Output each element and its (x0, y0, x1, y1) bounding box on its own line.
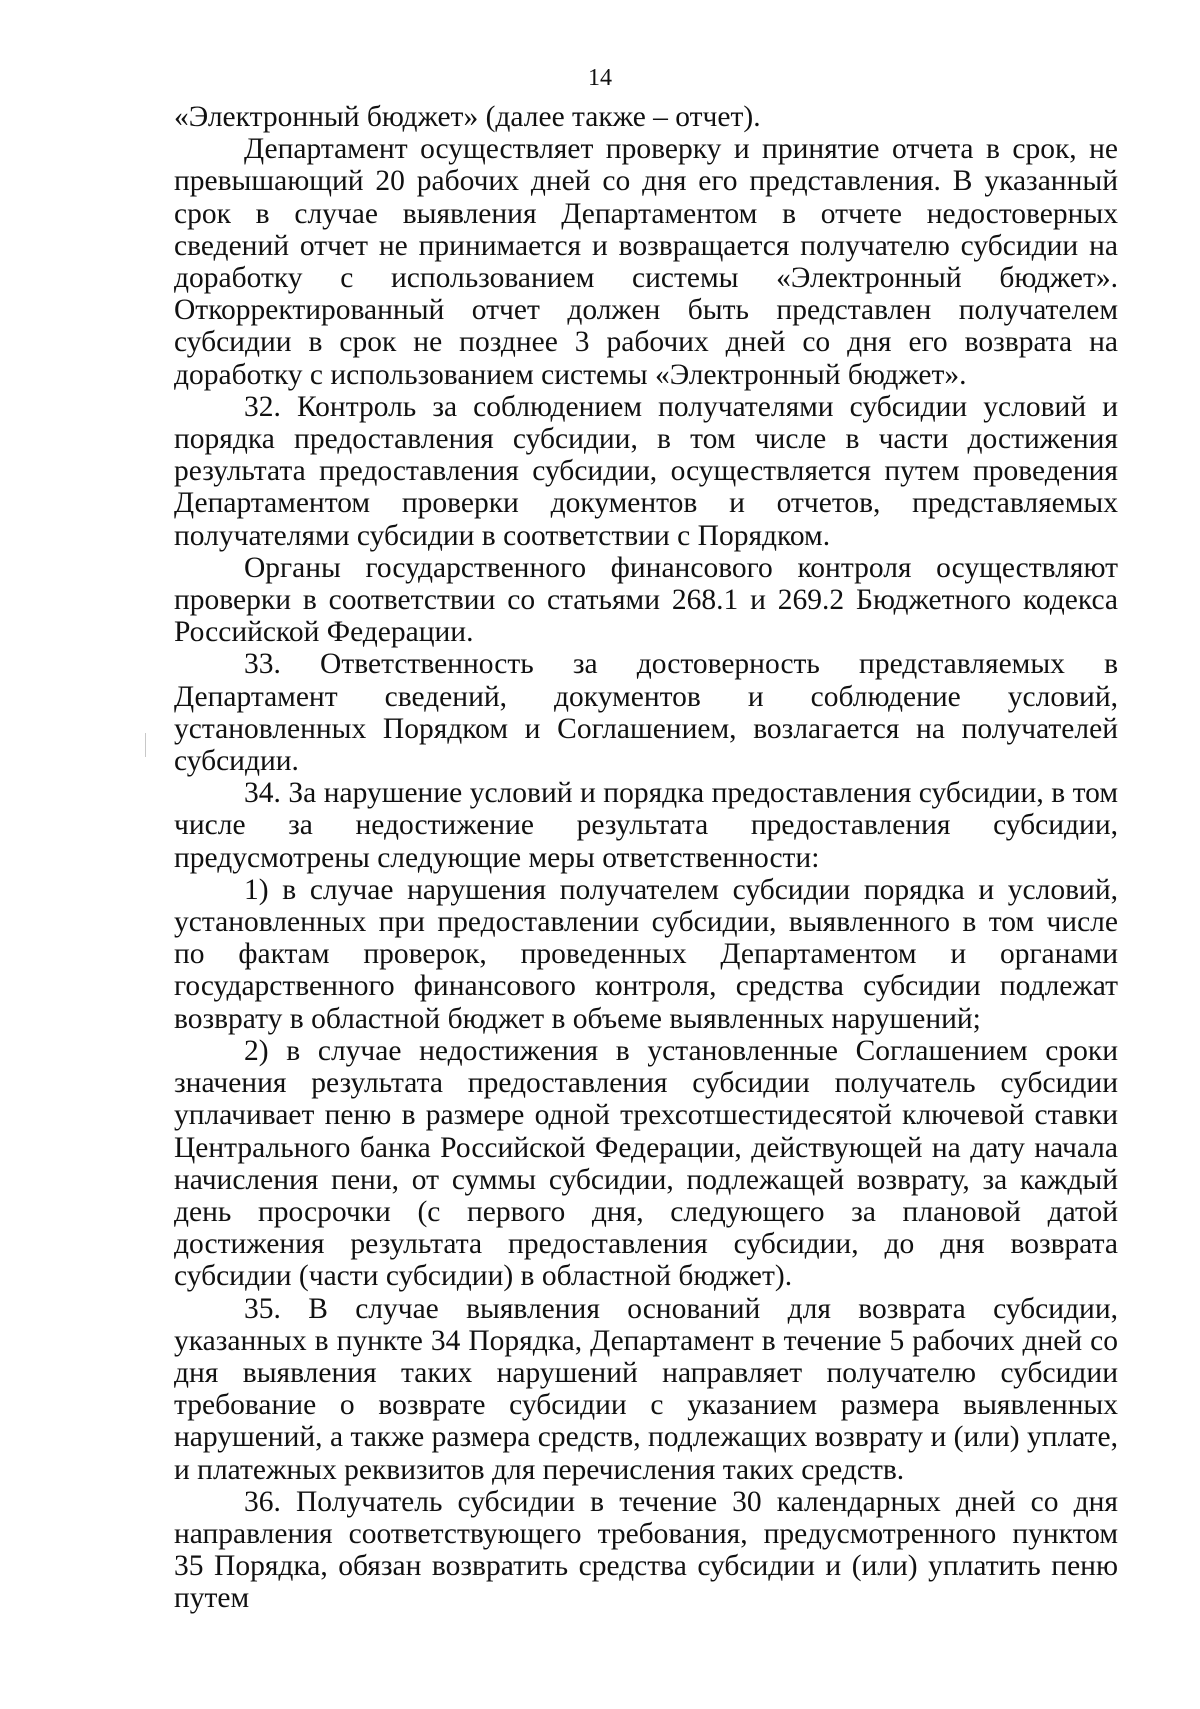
paragraph-continuation: «Электронный бюджет» (далее также – отчет). (174, 101, 761, 133)
paragraph-item-33: 33. Ответственность за достоверность представляемых в Департамент сведений, документов и соблюдение условий, установленных Порядком и Соглашением, возлагается на получателей субсидии. (174, 648, 1118, 778)
paragraph-item-32: 32. Контроль за соблюдением получателями субсидии условий и порядка предоставления субсидии, в том числе в части достижения результата предоставления субсидии, осуществляется путем проведения Департаментом проверки документов и отчетов, представляемых получателями субсидии в соответствии с Порядком. (174, 390, 1118, 552)
paragraph-department-check: Департамент осуществляет проверку и принятие отчета в срок, не превышающий 20 рабочих дней со дня его представления. В указанный срок в случае выявления Департаментом в отчете недостоверных сведений отчет не принимается и возвращается получателю субсидии на доработку с использованием системы «Электронный бюджет». Откорректированный отчет должен быть представлен получателем субсидии в срок не позднее 3 рабочих дней со дня его возврата на доработку с использованием системы «Электронный бюджет». (174, 133, 1118, 391)
paragraph-item-35: 35. В случае выявления оснований для возврата субсидии, указанных в пункте 34 Порядка, Департамент в течение 5 рабочих дней со дня выявления таких нарушений направляет получателю субсидии требование о возврате субсидии с указанием размера выявленных нарушений, а также размера средств, подлежащих возврату и (или) уплате, и платежных реквизитов для перечисления таких средств. (174, 1292, 1118, 1486)
paragraph-item-34: 34. За нарушение условий и порядка предоставления субсидии, в том числе за недостижение результата предоставления субсидии, предусмотрены следующие меры ответственности: (174, 777, 1118, 874)
page-number: 14 (588, 65, 612, 91)
paragraph-financial-control: Органы государственного финансового контроля осуществляют проверки в соответствии со статьями 268.1 и 269.2 Бюджетного кодекса Российской Федерации. (174, 551, 1118, 649)
paragraph-item-36: 36. Получатель субсидии в течение 30 календарных дней со дня направления соответствующего требования, предусмотренного пунктом 35 Порядка, обязан возвратить средства субсидии и (или) уплатить пеню путем (174, 1485, 1118, 1615)
scan-artifact-mark (145, 733, 146, 757)
paragraph-subitem-2: 2) в случае недостижения в установленные Соглашением сроки значения результата предоставления субсидии получатель субсидии уплачивает пеню в размере одной трехсотшестидесятой ключевой ставки Центрального банка Российской Федерации, действующей на дату начала начисления пени, от суммы субсидии, подлежащей возврату, за каждый день просрочки (с первого дня, следующего за плановой датой достижения результата предоставления субсидии, до дня возврата субсидии (части субсидии) в областной бюджет). (174, 1034, 1118, 1293)
document-body (174, 101, 1118, 1615)
paragraph-subitem-1: 1) в случае нарушения получателем субсидии порядка и условий, установленных при предоставлении субсидии, выявленного в том числе по фактам проверок, проведенных Департаментом и органами государственного финансового контроля, средства субсидии подлежат возврату в областной бюджет в объеме выявленных нарушений; (174, 873, 1118, 1035)
